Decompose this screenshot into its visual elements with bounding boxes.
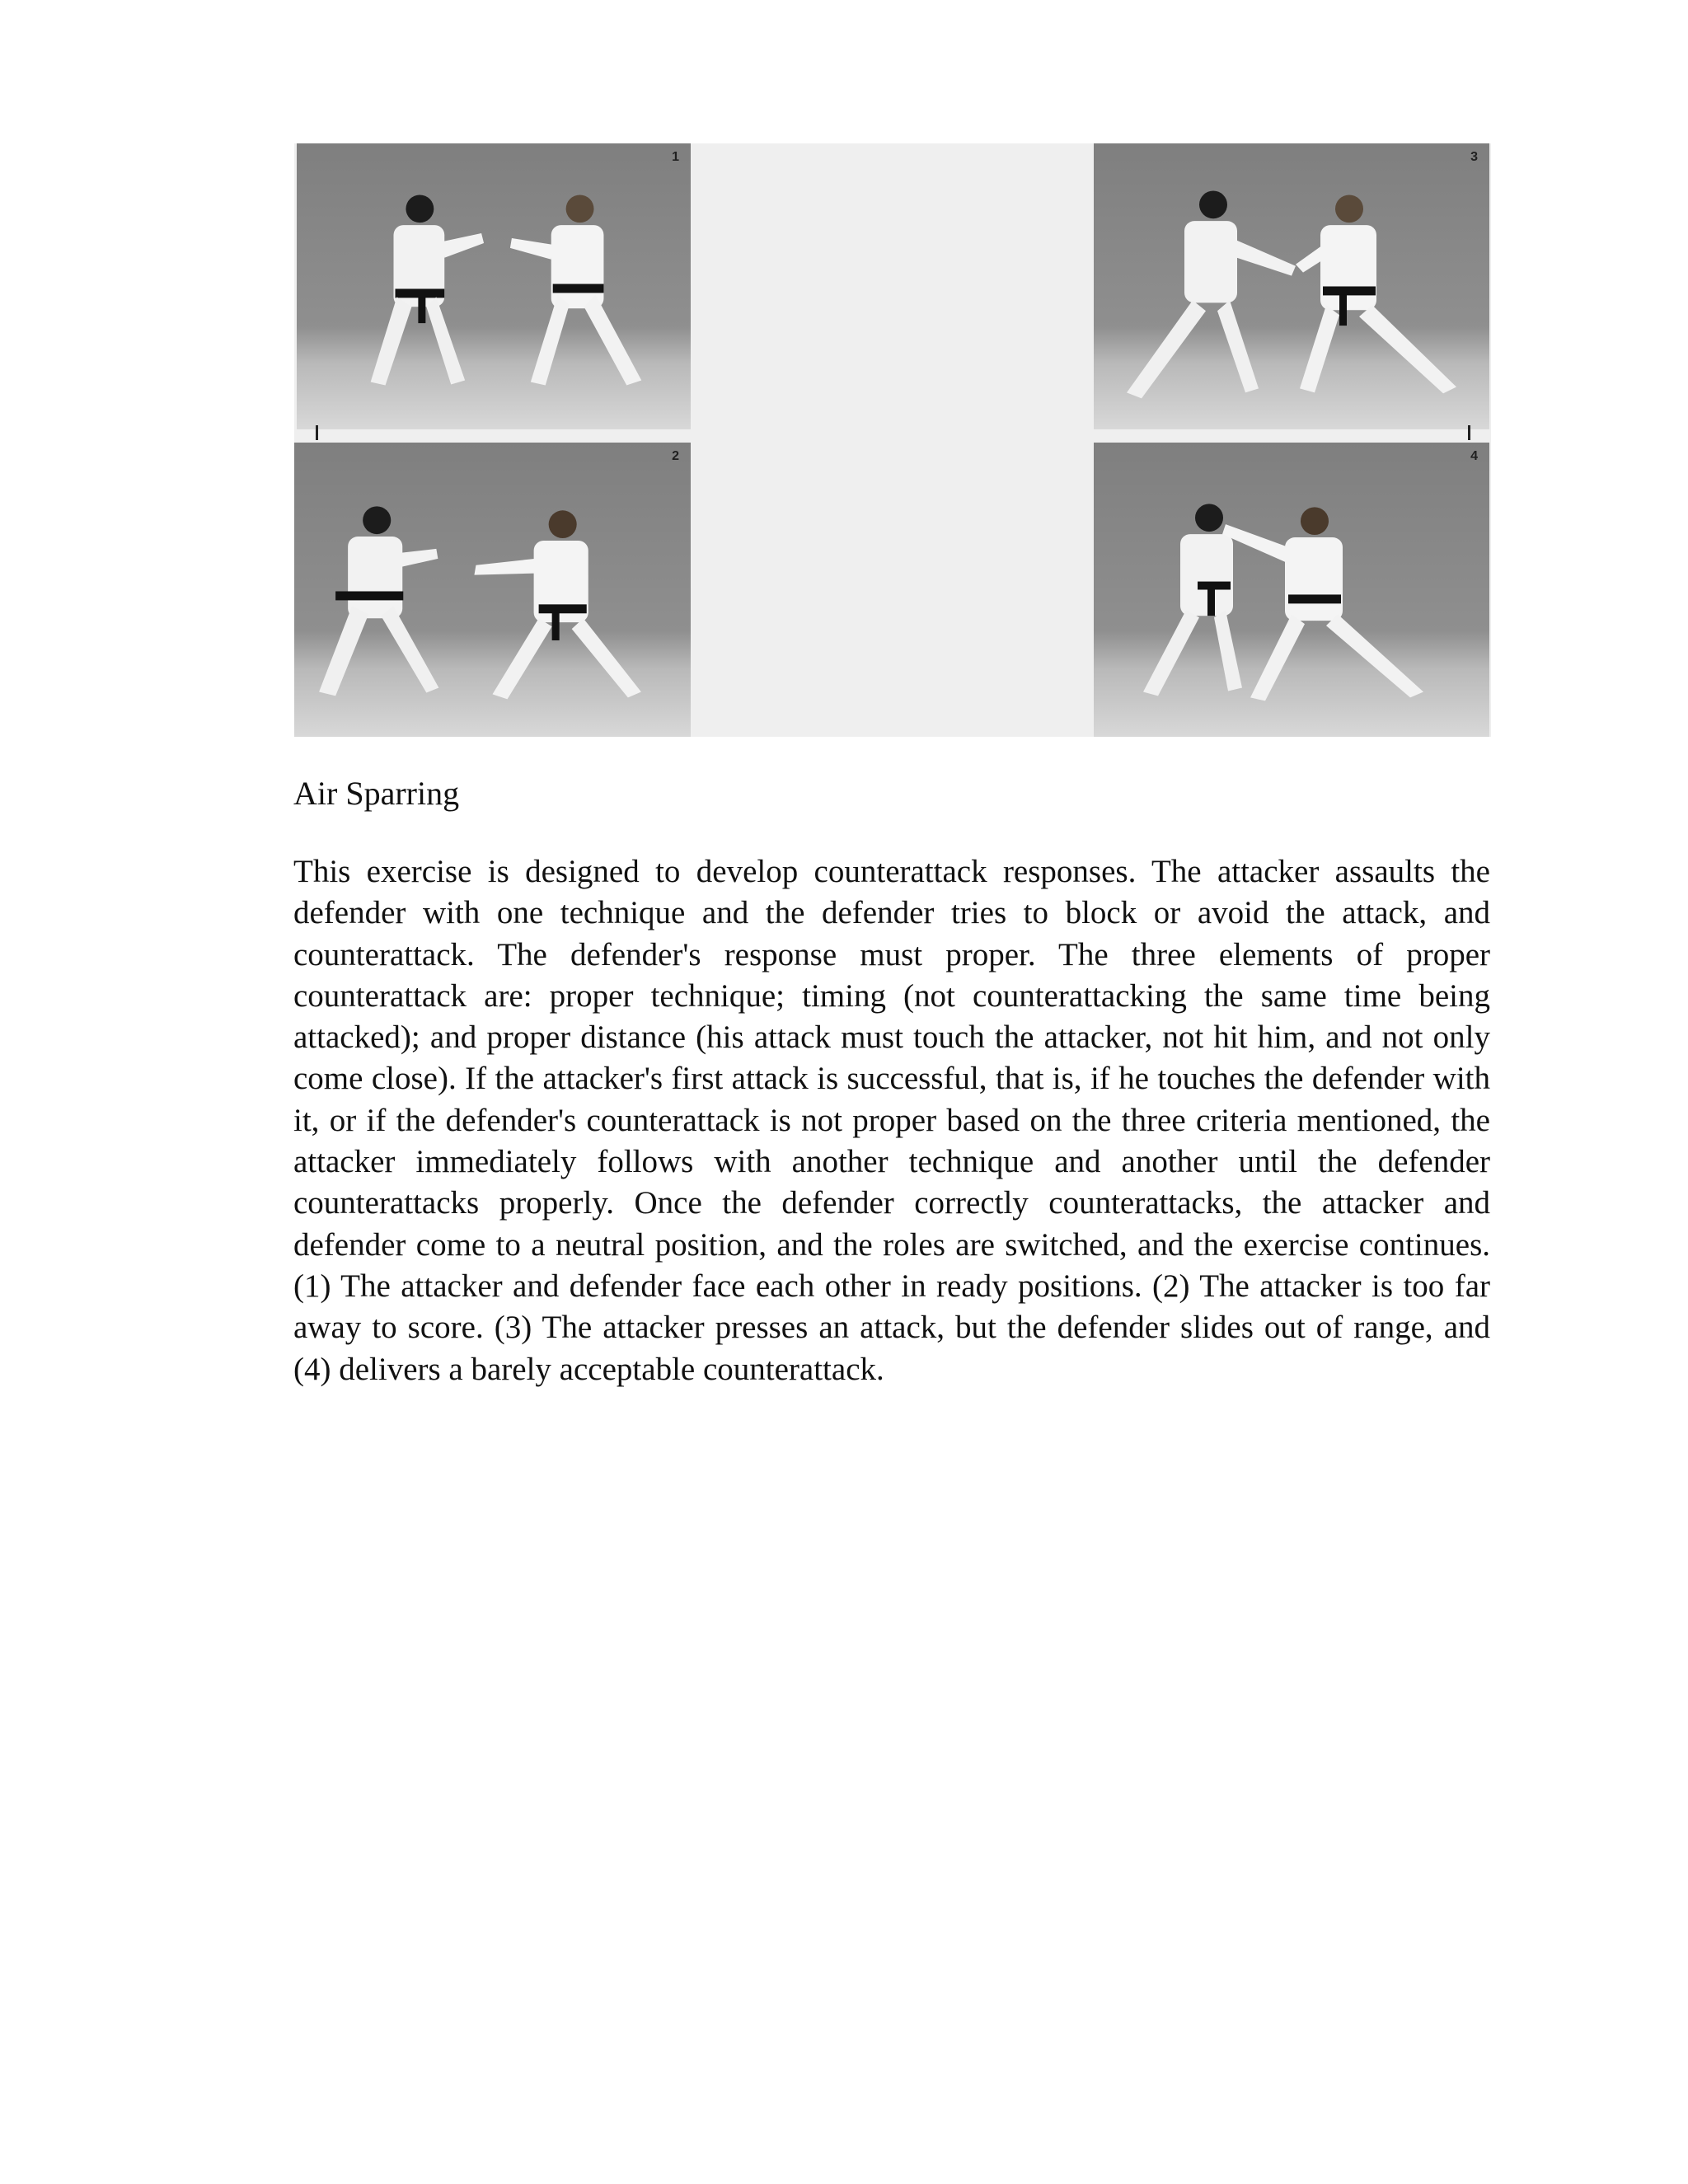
- karate-photo-defender-slides: [1094, 143, 1489, 429]
- photo-panel-2: [294, 443, 691, 737]
- karate-photo-attacker-too-far: [294, 443, 691, 737]
- section-heading: Air Sparring: [293, 775, 460, 812]
- section-body-paragraph: This exercise is designed to develop counterattack responses. The attacker assaults the defender with one technique and the defender tries to block or avoid the attack, and counterattack. The defender's response must proper. The three elements of proper counterattack are: proper technique; timing (not counterattacking the same time being attacked); and proper distance (his attack must touch the attacker, not hit him, and not only come close). If the attacker's first attack is successful, that is, if he touches the defender with it, or if the defender's counterattack is not proper based on the three criteria mentioned, the attacker immediately follows with another technique and another until the defender counterattacks properly. Once the defender correctly counterattacks, the attacker and defender come to a neutral position, and the roles are switched, and the exercise continues. (1) The attacker and defender face each other in ready positions. (2) The attacker is too far away to score. (3) The attacker presses an attack, but the defender slides out of range, and (4) delivers a barely acceptable counterattack.: [293, 854, 1490, 1387]
- panel-number-4: 4: [1470, 449, 1478, 463]
- karate-photo-ready-positions: [297, 143, 691, 429]
- registration-mark: [1468, 425, 1470, 440]
- sparring-photo-figure: [294, 143, 1491, 737]
- registration-mark: [316, 425, 318, 440]
- karate-photo-counterattack: [1094, 443, 1489, 737]
- photo-panel-1: [297, 143, 691, 429]
- panel-number-2: 2: [672, 449, 679, 463]
- photo-panel-3: [1094, 143, 1489, 429]
- panel-number-3: 3: [1470, 150, 1478, 164]
- panel-number-1: 1: [672, 150, 679, 164]
- photo-panel-4: [1094, 443, 1489, 737]
